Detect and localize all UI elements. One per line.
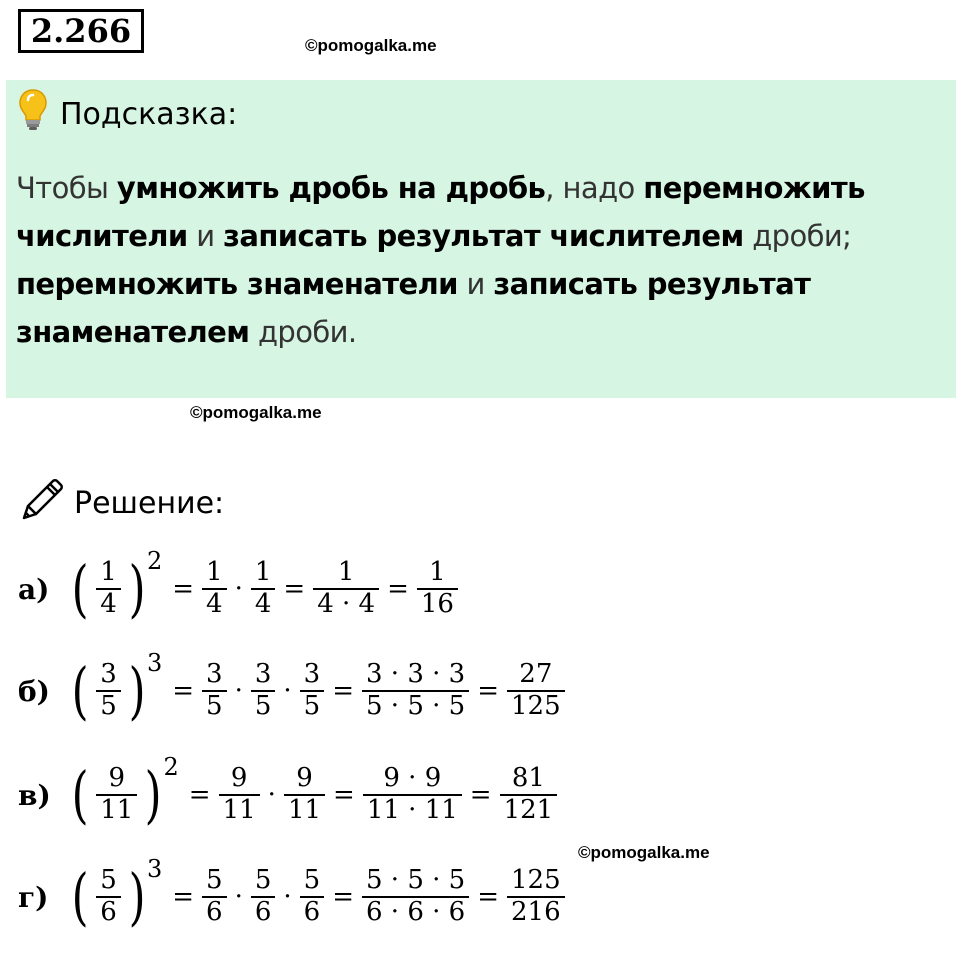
hint-emphasis: записать результат числителем	[223, 219, 744, 253]
fraction	[417, 558, 458, 620]
fraction	[96, 764, 137, 826]
fraction	[507, 660, 565, 722]
hint-header	[18, 88, 237, 140]
multiply-sign: ·	[234, 574, 243, 604]
fraction	[313, 558, 379, 620]
numerator: 1	[100, 557, 117, 588]
right-paren: )	[128, 552, 146, 625]
denominator: 4	[100, 589, 117, 619]
equals-sign: =	[188, 780, 211, 810]
multiply-sign: ·	[267, 780, 276, 810]
equals-sign: =	[283, 574, 306, 604]
denominator: 121	[503, 795, 554, 825]
equals-sign: =	[332, 882, 354, 912]
watermark: ©pomogalka.me	[305, 36, 437, 55]
multiply-sign: ·	[234, 882, 243, 912]
fraction	[363, 764, 462, 826]
pencil-icon	[20, 476, 66, 530]
solution-title: Решение:	[74, 485, 225, 521]
left-paren: (	[71, 654, 89, 727]
denominator: 5	[254, 691, 272, 721]
exponent: 2	[146, 547, 163, 575]
hint-emphasis: записать результат знаменателем	[16, 267, 811, 349]
exponent: 3	[146, 855, 163, 883]
equals-sign: =	[477, 882, 500, 912]
numerator: 9	[230, 763, 248, 794]
numerator: 81	[511, 763, 545, 794]
equals-sign: =	[172, 676, 195, 706]
power-expression	[68, 855, 168, 933]
solution-header	[20, 476, 224, 530]
watermark: ©pomogalka.me	[578, 843, 710, 862]
power-expression	[68, 649, 168, 727]
denominator: 5	[100, 691, 117, 721]
equation-row	[18, 547, 462, 625]
denominator: 11 · 11	[366, 795, 458, 825]
left-paren: (	[71, 758, 89, 831]
right-paren: )	[128, 654, 146, 727]
multiply-sign: ·	[283, 676, 292, 706]
denominator: 5 · 5 · 5	[366, 691, 466, 721]
item-label: в)	[18, 778, 51, 812]
hint-emphasis: умножить дробь на дробь	[116, 171, 546, 205]
right-paren: )	[128, 860, 146, 933]
fraction	[251, 866, 276, 928]
fraction	[251, 660, 276, 722]
denominator: 6	[303, 897, 321, 927]
numerator: 5	[303, 865, 321, 896]
hint-segment: дроби.	[249, 315, 357, 349]
numerator: 5	[206, 865, 223, 896]
numerator: 9	[296, 763, 313, 794]
multiply-sign: ·	[283, 882, 292, 912]
denominator: 125	[511, 691, 561, 721]
hint-segment: дроби;	[743, 219, 852, 253]
left-paren: (	[71, 860, 89, 933]
power-expression	[68, 753, 185, 831]
numerator: 125	[511, 865, 561, 896]
numerator: 1	[337, 557, 355, 588]
denominator: 11	[100, 795, 134, 825]
fraction	[500, 764, 558, 826]
fraction	[219, 764, 260, 826]
hint-segment: , надо	[545, 171, 644, 205]
numerator: 1	[254, 557, 272, 588]
fraction	[362, 866, 469, 928]
fraction	[300, 660, 325, 722]
numerator: 3	[100, 659, 117, 690]
hint-title: Подсказка:	[60, 96, 238, 132]
numerator: 1	[206, 557, 223, 588]
equals-sign: =	[469, 780, 492, 810]
equals-sign: =	[387, 574, 409, 604]
watermark: ©pomogalka.me	[190, 403, 322, 422]
numerator: 3	[303, 659, 321, 690]
hint-segment: и	[457, 267, 494, 301]
numerator: 9	[108, 763, 126, 794]
equation-row	[18, 855, 569, 933]
power-expression	[68, 547, 168, 625]
fraction	[96, 866, 121, 928]
hint-text	[16, 164, 951, 356]
denominator: 5	[303, 691, 321, 721]
numerator: 3	[206, 659, 223, 690]
item-label: а)	[18, 572, 50, 606]
denominator: 5	[206, 691, 223, 721]
equation-row	[18, 649, 569, 727]
fraction	[284, 764, 325, 826]
problem-number: 2.266	[18, 9, 144, 53]
multiply-sign: ·	[234, 676, 243, 706]
hint-emphasis: перемножить знаменатели	[16, 267, 458, 301]
denominator: 216	[511, 897, 561, 927]
fraction	[362, 660, 469, 722]
left-paren: (	[71, 552, 89, 625]
fraction	[96, 660, 121, 722]
fraction	[300, 866, 325, 928]
fraction	[96, 558, 121, 620]
denominator: 6	[100, 897, 117, 927]
equals-sign: =	[333, 780, 355, 810]
item-label: г)	[18, 880, 49, 914]
equation-row	[18, 753, 561, 831]
item-label: б)	[18, 674, 50, 708]
lightbulb-icon	[18, 88, 48, 140]
equals-sign: =	[172, 574, 195, 604]
exponent: 3	[146, 649, 163, 677]
numerator: 5 · 5 · 5	[366, 865, 466, 896]
numerator: 3 · 3 · 3	[366, 659, 466, 690]
denominator: 11	[287, 795, 322, 825]
exponent: 2	[163, 753, 179, 781]
right-paren: )	[144, 758, 162, 831]
hint-segment: Чтобы	[16, 171, 117, 205]
denominator: 16	[420, 589, 454, 619]
fraction	[202, 558, 227, 620]
numerator: 5	[100, 865, 117, 896]
denominator: 6 · 6 · 6	[366, 897, 466, 927]
numerator: 3	[254, 659, 272, 690]
fraction	[202, 660, 227, 722]
equals-sign: =	[477, 676, 500, 706]
denominator: 4	[254, 589, 272, 619]
denominator: 4	[206, 589, 223, 619]
equals-sign: =	[172, 882, 195, 912]
hint-segment: и	[187, 219, 224, 253]
denominator: 6	[206, 897, 223, 927]
numerator: 9 · 9	[383, 763, 442, 794]
numerator: 1	[429, 557, 446, 588]
hint-emphasis: перемножить числители	[16, 171, 865, 253]
fraction	[251, 558, 276, 620]
denominator: 11	[222, 795, 256, 825]
numerator: 5	[254, 865, 272, 896]
numerator: 27	[519, 659, 553, 690]
fraction	[202, 866, 227, 928]
fraction	[507, 866, 565, 928]
equals-sign: =	[332, 676, 354, 706]
denominator: 4 · 4	[317, 589, 376, 619]
denominator: 6	[254, 897, 272, 927]
